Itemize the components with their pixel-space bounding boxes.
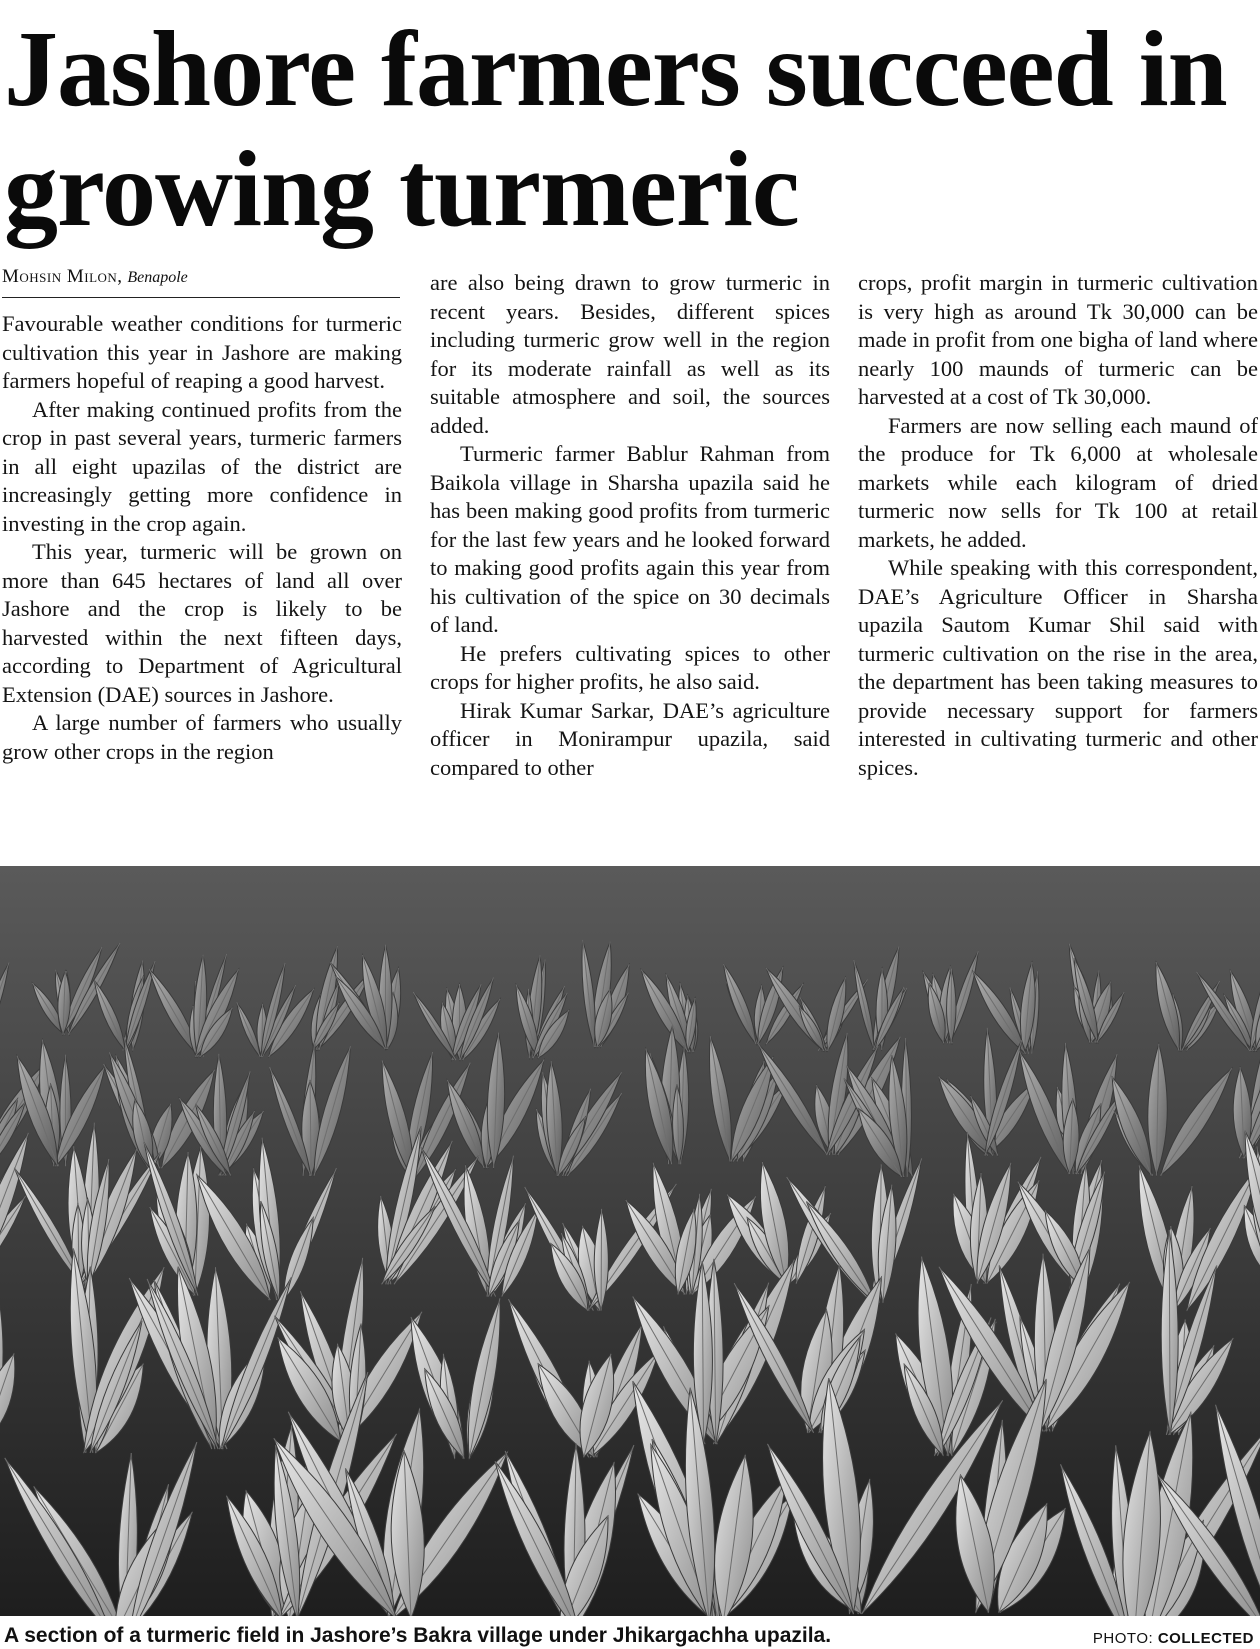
paragraph: He prefers cultivating spices to other crops for higher profits, he also said. [430,640,830,694]
turmeric-field-photo [0,866,1260,1616]
photo-credit [1093,1630,1254,1648]
byline-author: Mohsin Milon, [2,266,123,287]
paragraph: After making continued profits from the crop in past several years, turmeric farmers in all eight upazilas of the district are increasingly getting more confidence in investing in the crop again. [2,396,402,536]
paragraph: Farmers are now selling each maund of the produce for Tk 6,000 at wholesale markets while each kilogram of dried turmeric now sells for Tk 100 at retail markets, he added. [858,412,1258,552]
photo-credit-name: COLLECTED [1157,1630,1254,1647]
article-column-3 [858,269,1258,782]
byline [2,266,400,298]
paragraph: crops, profit margin in turmeric cultivation is very high as around Tk 30,000 can be made in profit from one bigha of land where nearly 100 maunds of turmeric can be harvested at a cost of Tk 30,000. [858,270,1258,409]
paragraph: A large number of farmers who usually grow other crops in the region [2,710,402,764]
paragraph: Turmeric farmer Bablur Rahman from Baikola village in Sharsha upazila said he has been making good profits from turmeric for the last few years and he looked forward to making good profits again this year from his cultivation of the spice on 30 decimals of land. [430,441,830,637]
turmeric-plants-illustration [0,866,1260,1616]
photo-caption: A section of a turmeric field in Jashore’s Bakra village under Jhikargachha upazila. [4,1624,832,1647]
article-column-2 [430,269,830,782]
paragraph: While speaking with this correspondent, DAE’s Agriculture Officer in Sharsha upazila Sautom Kumar Shil said with turmeric cultivation on the rise in the area, the department has been taking measures to provide necessary support for farmers interested in cultivating turmeric and other spices. [858,555,1258,780]
paragraph: Favourable weather conditions for turmeric cultivation this year in Jashore are making farmers hopeful of reaping a good harvest. [2,311,402,393]
article-column-1 [2,310,402,766]
headline: Jashore farmers succeed in growing turmeric [4,10,1227,249]
paragraph: are also being drawn to grow turmeric in recent years. Besides, different spices including turmeric grow well in the region for its moderate rainfall as well as its suitable atmosphere and soil, the sources added. [430,270,830,438]
paragraph: Hirak Kumar Sarkar, DAE’s agriculture officer in Monirampur upazila, said compared to other [430,697,830,780]
byline-location: Benapole [127,269,188,286]
paragraph: This year, turmeric will be grown on more than 645 hectares of land all over Jashore and the crop is likely to be harvested within the next fifteen days, according to Department of Agricultural Extension (DAE) sources in Jashore. [2,539,402,707]
photo-credit-prefix: PHOTO: [1092,1630,1154,1647]
